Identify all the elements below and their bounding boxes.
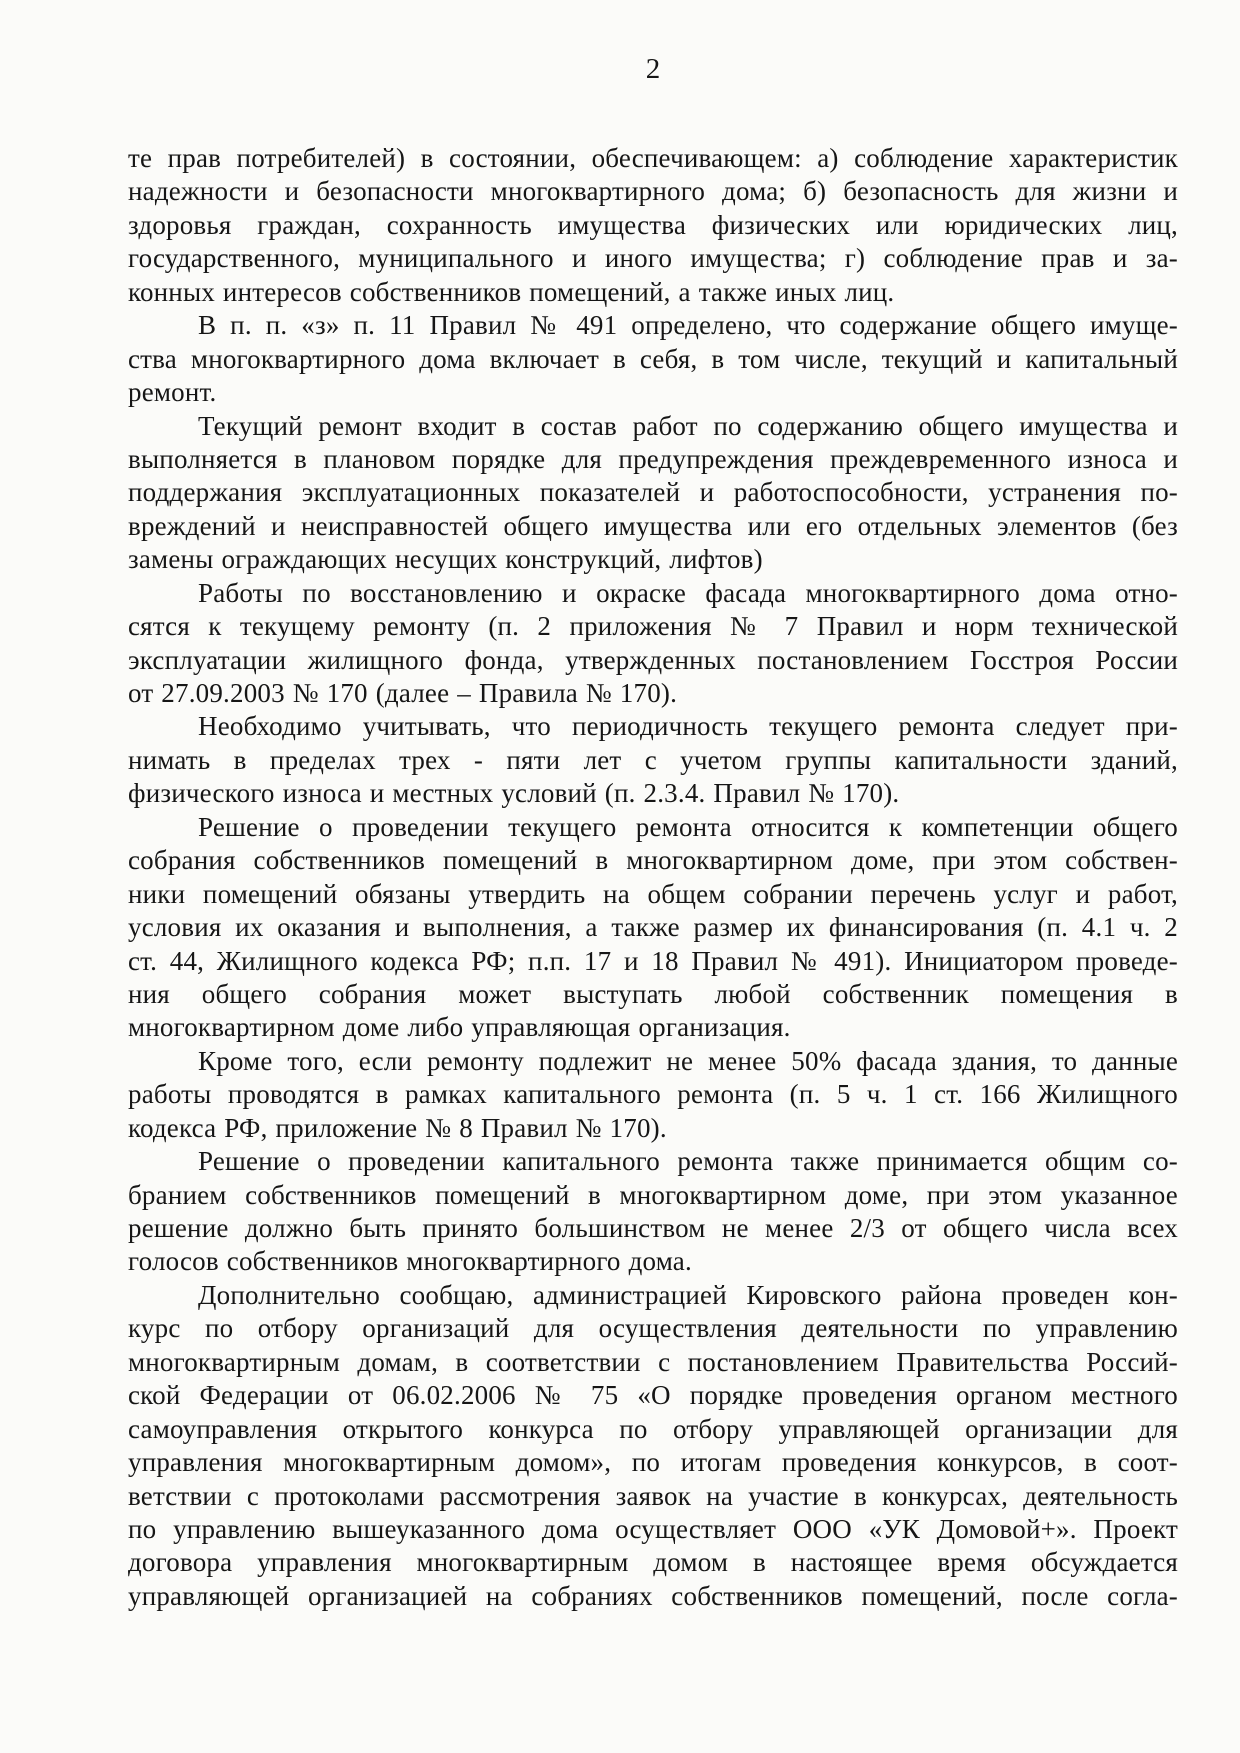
text-line: надежности и безопасности многоквартирного дома; б) безопасность для жизни и bbox=[128, 176, 1178, 207]
text-line: от 27.09.2003 № 170 (далее – Правила № 170). bbox=[128, 678, 678, 708]
text-line: управления многоквартирным домом», по итогам проведения конкурсов, в соот- bbox=[128, 1447, 1178, 1478]
text-line: замены ограждающих несущих конструкций, лифтов) bbox=[128, 544, 763, 575]
text-line: ния общего собрания может выступать любой собственник помещения в bbox=[128, 978, 1178, 1009]
text-line: кодекса РФ, приложение № 8 Правил № 170). bbox=[128, 1112, 667, 1143]
text-line: В п. п. «з» п. 11 Правил № 491 определено, что содержание общего имуще- bbox=[198, 310, 1178, 341]
text-line: ской Федерации от 06.02.2006 № 75 «О порядке проведения органом местного bbox=[128, 1380, 1178, 1411]
text-line: Текущий ремонт входит в состав работ по содержанию общего имущества и bbox=[198, 410, 1178, 441]
text-line: Необходимо учитывать, что периодичность текущего ремонта следует при- bbox=[198, 711, 1178, 742]
text-line: договора управления многоквартирным домом в настоящее время обсуждается bbox=[128, 1547, 1178, 1578]
text-line: конных интересов собственников помещений, а также иных лиц. bbox=[128, 276, 895, 307]
text-line: нимать в пределах трех - пяти лет с учетом группы капитальности зданий, bbox=[128, 744, 1178, 775]
text-line: ст. 44, Жилищного кодекса РФ; п.п. 17 и 18 Правил № 491). Инициатором проведе- bbox=[128, 945, 1178, 976]
text-line: Решение о проведении капитального ремонта также принимается общим со- bbox=[198, 1146, 1178, 1177]
text-line: работы проводятся в рамках капитального ремонта (п. 5 ч. 1 ст. 166 Жилищного bbox=[128, 1079, 1178, 1110]
text-line: здоровья граждан, сохранность имущества физических или юридических лиц, bbox=[128, 209, 1178, 240]
text-line: собрания собственников помещений в многоквартирном доме, при этом собствен- bbox=[128, 845, 1178, 876]
text-line: голосов собственников многоквартирного дома. bbox=[128, 1246, 692, 1277]
text-line: ветствии с протоколами рассмотрения заявок на участие в конкурсах, деятельность bbox=[128, 1480, 1178, 1511]
text-line: ники помещений обязаны утвердить на общем собрании перечень услуг и работ, bbox=[128, 878, 1178, 909]
text-line: бранием собственников помещений в многоквартирном доме, при этом указанное bbox=[128, 1179, 1178, 1210]
text-line: ства многоквартирного дома включает в себя, в том числе, текущий и капитальный bbox=[128, 343, 1178, 374]
text-line: условия их оказания и выполнения, а также размер их финансирования (п. 4.1 ч. 2 bbox=[128, 912, 1178, 943]
text-line: вреждений и неисправностей общего имущества или его отдельных элементов (без bbox=[128, 510, 1178, 541]
text-line: поддержания эксплуатационных показателей и работоспособности, устранения по- bbox=[128, 477, 1178, 508]
text-line: эксплуатации жилищного фонда, утвержденных постановлением Госстроя России bbox=[128, 644, 1178, 675]
text-line: решение должно быть принято большинством не менее 2/3 от общего числа всех bbox=[128, 1213, 1178, 1243]
text-line: самоуправления открытого конкурса по отбору управляющей организации для bbox=[128, 1413, 1178, 1444]
text-line: управляющей организацией на собраниях собственников помещений, после согла- bbox=[128, 1580, 1178, 1611]
text-line: выполняется в плановом порядке для предупреждения преждевременного износа и bbox=[128, 443, 1178, 474]
text-line: сятся к текущему ремонту (п. 2 приложения № 7 Правил и норм технической bbox=[128, 611, 1178, 642]
text-line: Кроме того, если ремонту подлежит не менее 50% фасада здания, то данные bbox=[198, 1045, 1178, 1076]
page-number: 2 bbox=[645, 53, 661, 85]
text-line: государственного, муниципального и иного имущества; г) соблюдение прав и за- bbox=[128, 243, 1178, 274]
text-line: Дополнительно сообщаю, администрацией Кировского района проведен кон- bbox=[198, 1279, 1178, 1310]
text-line: многоквартирным домам, в соответствии с постановлением Правительства Россий- bbox=[128, 1346, 1178, 1377]
text-line: Работы по восстановлению и окраске фасада многоквартирного дома отно- bbox=[198, 577, 1178, 608]
document-body bbox=[128, 142, 1178, 1613]
text-line: по управлению вышеуказанного дома осуществляет ООО «УК Домовой+». Проект bbox=[128, 1513, 1178, 1544]
text-line: курс по отбору организаций для осуществления деятельности по управлению bbox=[128, 1313, 1178, 1344]
text-line: многоквартирном доме либо управляющая организация. bbox=[128, 1012, 791, 1043]
text-line: физического износа и местных условий (п. 2.3.4. Правил № 170). bbox=[128, 778, 900, 809]
text-line: ремонт. bbox=[128, 377, 217, 408]
text-line: те прав потребителей) в состоянии, обеспечивающем: а) соблюдение характеристик bbox=[128, 143, 1178, 173]
text-line: Решение о проведении текущего ремонта относится к компетенции общего bbox=[198, 811, 1178, 842]
